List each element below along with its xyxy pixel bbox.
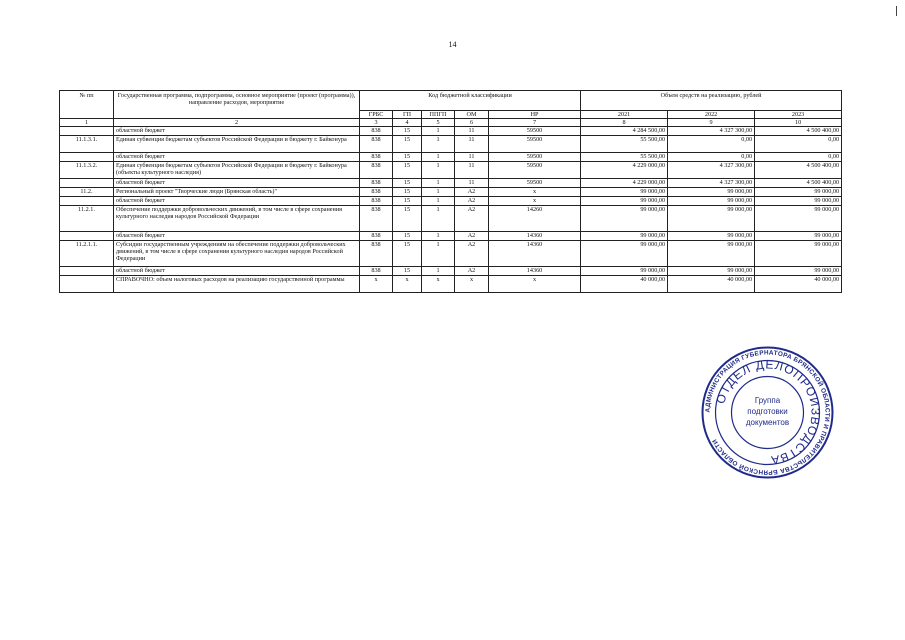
cell-grbs: 838 xyxy=(360,241,393,267)
cell-2022: 99 000,00 xyxy=(668,267,755,276)
table-row xyxy=(60,232,842,241)
header-code-group: Код бюджетной классификации xyxy=(360,91,581,111)
cell-2021: 99 000,00 xyxy=(581,197,668,206)
index-cell: 5 xyxy=(422,119,455,127)
cell-2022: 0,00 xyxy=(668,136,755,153)
cell-ppgp: 1 xyxy=(422,267,455,276)
cell-2021: 4 229 000,00 xyxy=(581,162,668,179)
cell-ppgp: 1 xyxy=(422,179,455,188)
cell-nr: 59500 xyxy=(489,162,581,179)
row-name: областной бюджет xyxy=(114,127,360,136)
budget-table xyxy=(59,90,842,293)
page-number: 14 xyxy=(448,40,457,49)
header-om: ОМ xyxy=(455,111,489,119)
cell-ppgp: 1 xyxy=(422,241,455,267)
cell-om: 11 xyxy=(455,179,489,188)
row-num xyxy=(60,197,114,206)
cell-2022: 4 327 300,00 xyxy=(668,179,755,188)
cell-nr: 14260 xyxy=(489,206,581,232)
row-name: Единая субвенция бюджетам субъектов Российской Федерации и бюджету г. Байконура xyxy=(114,136,360,153)
cell-2021: 99 000,00 xyxy=(581,188,668,197)
cell-om: 11 xyxy=(455,127,489,136)
cell-2023: 40 000,00 xyxy=(755,276,842,293)
cell-ppgp: x xyxy=(422,276,455,293)
header-amount-group: Объем средств на реализацию, рублей xyxy=(581,91,842,111)
cell-2021: 4 284 500,00 xyxy=(581,127,668,136)
cell-ppgp: 1 xyxy=(422,188,455,197)
cell-gp: 15 xyxy=(393,267,422,276)
cell-grbs: 838 xyxy=(360,188,393,197)
cell-grbs: 838 xyxy=(360,267,393,276)
row-num xyxy=(60,127,114,136)
cell-gp: 15 xyxy=(393,179,422,188)
cell-2023: 99 000,00 xyxy=(755,267,842,276)
header-ppgp: ППГП xyxy=(422,111,455,119)
table-row xyxy=(60,153,842,162)
stamp-center-line: Группа xyxy=(754,396,781,405)
row-name: Обеспечение поддержки добровольческих движений, в том числе в сфере сохранения культурного наследия народов Российской Федерации xyxy=(114,206,360,232)
cell-grbs: 838 xyxy=(360,179,393,188)
cell-2021: 4 229 000,00 xyxy=(581,179,668,188)
header-name: Государственная программа, подпрограмма, основное мероприятие (проект (программа)), направление расходов, мероприятие xyxy=(114,91,360,119)
index-cell: 9 xyxy=(668,119,755,127)
cell-2023: 4 500 400,00 xyxy=(755,127,842,136)
table-row xyxy=(60,127,842,136)
cell-gp: 15 xyxy=(393,127,422,136)
header-year-2022: 2022 xyxy=(668,111,755,119)
table-row xyxy=(60,276,842,293)
cell-2021: 99 000,00 xyxy=(581,267,668,276)
index-row xyxy=(60,119,842,127)
cell-ppgp: 1 xyxy=(422,232,455,241)
header-nr: НР xyxy=(489,111,581,119)
cell-om: A2 xyxy=(455,232,489,241)
edge-mark xyxy=(896,6,897,16)
table-row xyxy=(60,162,842,179)
cell-grbs: 838 xyxy=(360,136,393,153)
cell-om: A2 xyxy=(455,197,489,206)
cell-grbs: 838 xyxy=(360,127,393,136)
cell-om: 11 xyxy=(455,162,489,179)
cell-2021: 40 000,00 xyxy=(581,276,668,293)
cell-2022: 99 000,00 xyxy=(668,232,755,241)
row-name: Региональный проект "Творческие люди (Брянская область)" xyxy=(114,188,360,197)
cell-nr: x xyxy=(489,197,581,206)
cell-om: x xyxy=(455,276,489,293)
cell-om: A2 xyxy=(455,241,489,267)
cell-ppgp: 1 xyxy=(422,206,455,232)
cell-gp: 15 xyxy=(393,232,422,241)
row-num: 11.2.1. xyxy=(60,206,114,232)
cell-nr: 59500 xyxy=(489,153,581,162)
office-stamp xyxy=(700,345,835,480)
cell-2021: 55 500,00 xyxy=(581,136,668,153)
cell-2021: 99 000,00 xyxy=(581,206,668,232)
cell-nr: 14360 xyxy=(489,232,581,241)
cell-2023: 99 000,00 xyxy=(755,241,842,267)
cell-2023: 99 000,00 xyxy=(755,206,842,232)
cell-grbs: x xyxy=(360,276,393,293)
cell-gp: 15 xyxy=(393,188,422,197)
table-row xyxy=(60,241,842,267)
cell-ppgp: 1 xyxy=(422,136,455,153)
row-name: областной бюджет xyxy=(114,267,360,276)
cell-nr: 14360 xyxy=(489,267,581,276)
cell-gp: 15 xyxy=(393,197,422,206)
row-num: 11.2.1.1. xyxy=(60,241,114,267)
cell-gp: 15 xyxy=(393,136,422,153)
row-name: областной бюджет xyxy=(114,197,360,206)
row-num xyxy=(60,153,114,162)
header-year-2023: 2023 xyxy=(755,111,842,119)
stamp-center-line: подготовки xyxy=(747,407,788,416)
cell-ppgp: 1 xyxy=(422,153,455,162)
cell-grbs: 838 xyxy=(360,206,393,232)
cell-2023: 4 500 400,00 xyxy=(755,179,842,188)
cell-nr: 59500 xyxy=(489,136,581,153)
row-num: 11.2. xyxy=(60,188,114,197)
index-cell: 8 xyxy=(581,119,668,127)
row-name: областной бюджет xyxy=(114,232,360,241)
cell-om: A2 xyxy=(455,188,489,197)
cell-2022: 99 000,00 xyxy=(668,206,755,232)
index-cell: 4 xyxy=(393,119,422,127)
cell-2022: 99 000,00 xyxy=(668,188,755,197)
cell-om: 11 xyxy=(455,136,489,153)
cell-grbs: 838 xyxy=(360,153,393,162)
row-num: 11.1.3.2. xyxy=(60,162,114,179)
cell-nr: x xyxy=(489,188,581,197)
cell-2023: 99 000,00 xyxy=(755,232,842,241)
stamp-middle-text: ОТДЕЛ ДЕЛОПРОИЗВОДСТВА xyxy=(713,357,823,468)
cell-om: A2 xyxy=(455,267,489,276)
cell-gp: 15 xyxy=(393,241,422,267)
cell-2023: 4 500 400,00 xyxy=(755,162,842,179)
cell-2022: 99 000,00 xyxy=(668,241,755,267)
stamp-outer-text: АДМИНИСТРАЦИЯ ГУБЕРНАТОРА БРЯНСКОЙ ОБЛАСТИ И ПРАВИТЕЛЬСТВА БРЯНСКОЙ ОБЛАСТИ xyxy=(704,349,831,476)
cell-ppgp: 1 xyxy=(422,197,455,206)
row-name: Единая субвенция бюджетам субъектов Российской Федерации и бюджету г. Байконура (объекты культурного наследия) xyxy=(114,162,360,179)
cell-nr: 59500 xyxy=(489,179,581,188)
table-row xyxy=(60,136,842,153)
table-row xyxy=(60,188,842,197)
cell-2023: 99 000,00 xyxy=(755,197,842,206)
header-grbs: ГРБС xyxy=(360,111,393,119)
cell-2023: 0,00 xyxy=(755,136,842,153)
cell-2021: 99 000,00 xyxy=(581,241,668,267)
row-num: 11.1.3.1. xyxy=(60,136,114,153)
cell-gp: 15 xyxy=(393,206,422,232)
stamp-center-line: документов xyxy=(745,418,790,427)
cell-2021: 55 500,00 xyxy=(581,153,668,162)
cell-grbs: 838 xyxy=(360,232,393,241)
cell-2022: 40 000,00 xyxy=(668,276,755,293)
row-num xyxy=(60,276,114,293)
index-cell: 3 xyxy=(360,119,393,127)
cell-nr: 59500 xyxy=(489,127,581,136)
table-row xyxy=(60,179,842,188)
table-row xyxy=(60,206,842,232)
header-year-2021: 2021 xyxy=(581,111,668,119)
index-cell: 1 xyxy=(60,119,114,127)
index-cell: 6 xyxy=(455,119,489,127)
cell-om: 11 xyxy=(455,153,489,162)
cell-2022: 4 327 300,00 xyxy=(668,162,755,179)
cell-2023: 0,00 xyxy=(755,153,842,162)
cell-ppgp: 1 xyxy=(422,162,455,179)
cell-2021: 99 000,00 xyxy=(581,232,668,241)
cell-gp: 15 xyxy=(393,162,422,179)
header-gp: ГП xyxy=(393,111,422,119)
row-name: областной бюджет xyxy=(114,153,360,162)
table-row xyxy=(60,267,842,276)
cell-gp: x xyxy=(393,276,422,293)
cell-nr: x xyxy=(489,276,581,293)
cell-2022: 0,00 xyxy=(668,153,755,162)
index-cell: 2 xyxy=(114,119,360,127)
cell-2022: 99 000,00 xyxy=(668,197,755,206)
cell-grbs: 838 xyxy=(360,197,393,206)
row-name: СПРАВОЧНО: объем налоговых расходов на реализацию государственной программы xyxy=(114,276,360,293)
cell-nr: 14360 xyxy=(489,241,581,267)
row-name: Субсидии государственным учреждениям на обеспечение поддержки добровольческих движений, в том числе в сфере сохранения культурного наследия народов Российской Федерации xyxy=(114,241,360,267)
cell-grbs: 838 xyxy=(360,162,393,179)
cell-gp: 15 xyxy=(393,153,422,162)
row-num xyxy=(60,267,114,276)
row-name: областной бюджет xyxy=(114,179,360,188)
cell-om: A2 xyxy=(455,206,489,232)
cell-2023: 99 000,00 xyxy=(755,188,842,197)
cell-2022: 4 327 300,00 xyxy=(668,127,755,136)
row-num xyxy=(60,232,114,241)
cell-ppgp: 1 xyxy=(422,127,455,136)
index-cell: 7 xyxy=(489,119,581,127)
index-cell: 10 xyxy=(755,119,842,127)
header-num: № пп xyxy=(60,91,114,119)
table-row xyxy=(60,197,842,206)
row-num xyxy=(60,179,114,188)
